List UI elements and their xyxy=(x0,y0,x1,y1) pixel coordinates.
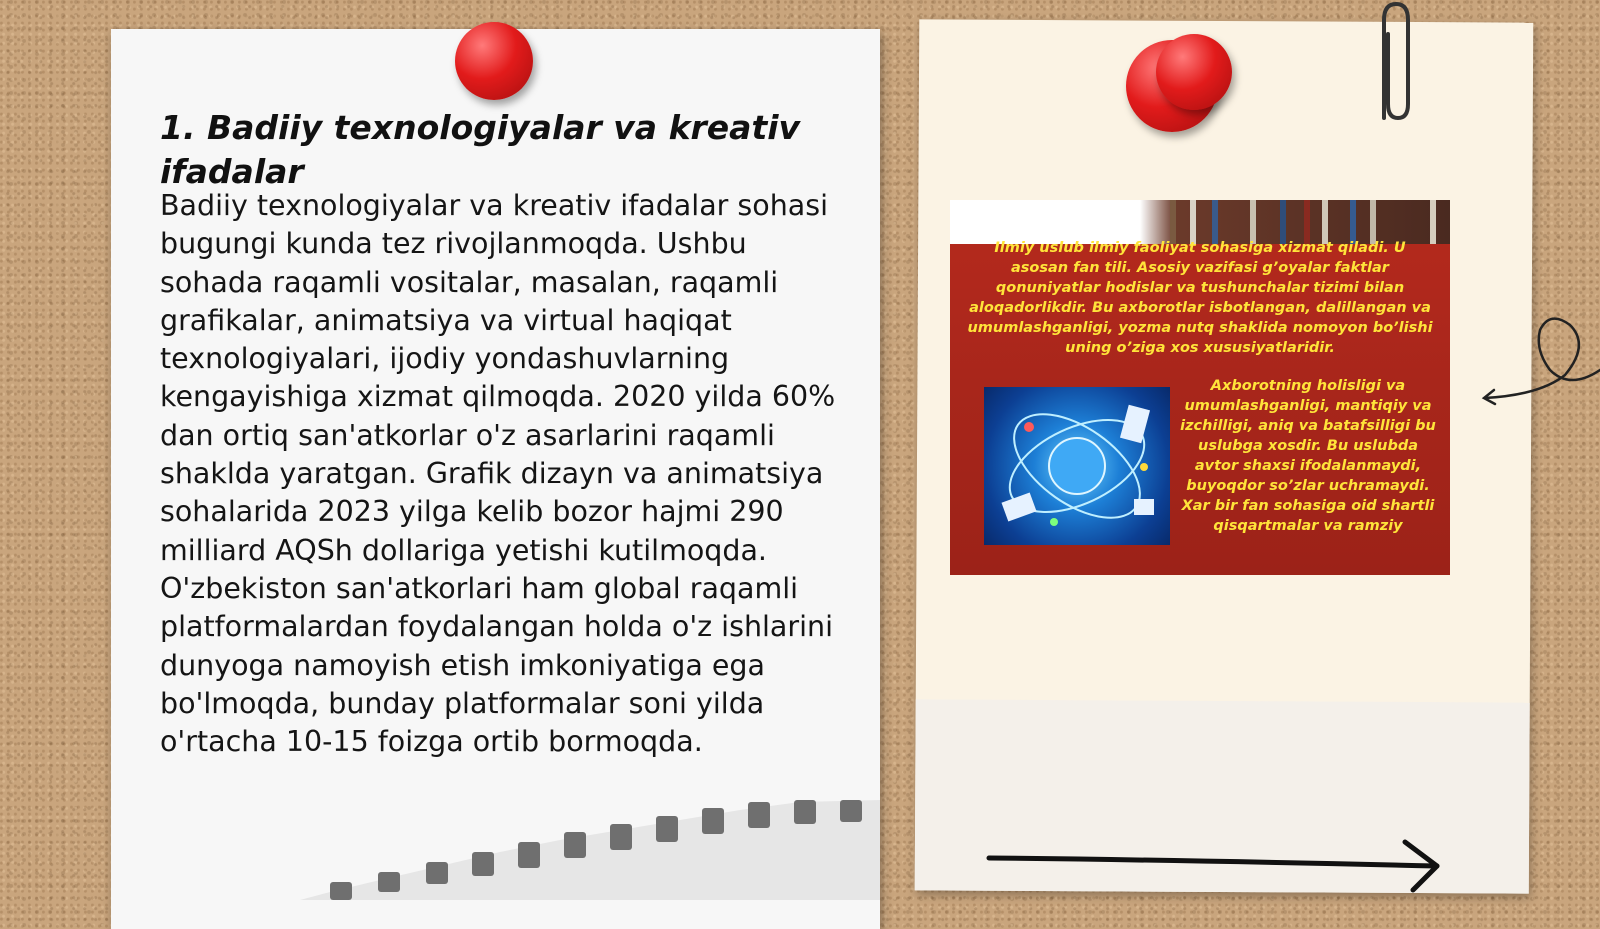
globe-technology-icon xyxy=(984,387,1170,545)
red-pushpin-icon xyxy=(1156,34,1232,110)
card-text-side: Axborotning holisligi va umumlashganligi, mantiqiy va izchilligi, aniq va batafsilligi bu uslubga xosdir. Bu uslubda avtor shaxsi ifodalanmaydi, buyoqdor so’zlar uchramaydi. Xar bir fan sohasiga oid shartli qisqartmalar va ramziy xyxy=(1180,378,1436,534)
long-right-arrow-icon xyxy=(985,838,1450,898)
slide-title: 1. Badiiy texnologiyalar va kreativ ifadalar xyxy=(160,108,801,191)
torn-edge-decoration xyxy=(300,800,880,900)
red-pushpin-icon xyxy=(455,22,533,100)
hand-drawn-loop-arrow-icon xyxy=(1480,310,1600,410)
science-style-image-card xyxy=(950,200,1450,575)
card-text-top: Ilmiy uslub ilmiy faoliyat sohasiga xizmat qiladi. U asosan fan tili. Asosiy vazifasi g’oyalar faktlar qonuniyatlar hodislar va tushunchalar tizimi bilan aloqadorlikdir. Bu axborotlar isbotlangan, dalillangan va umumlashganligi, yozma nutq shaklida nomoyon bo’lishi uning o’ziga xos xususiyatlaridir. xyxy=(967,240,1433,356)
slide-body-text: Badiiy texnologiyalar va kreativ ifadalar sohasi bugungi kunda tez rivojlanmoqda. Ushbu sohada raqamli vositalar, masalan, raqamli grafikalar, animatsiya va virtual haqiqat texnologiyalari, ijodiy yondashuvlarning kengayishiga xizmat qilmoqda. 2020 yilda 60% dan ortiq san'atkorlar o'z asarlarini raqamli shaklda yaratgan. Grafik dizayn va animatsiya sohalarida 2023 yilga kelib bozor hajmi 290 milliard AQSh dollariga yetishi kutilmoqda. O'zbekiston san'atkorlari ham global raqamli platformalardan foydalangan holda o'z ishlarini dunyoga namoyish etish imkoniyatiga ega bo'lmoqda, bunday platformalar soni yilda o'rtacha 10-15 foizga ortib bormoqda. xyxy=(160,189,836,759)
paperclip-icon xyxy=(1370,0,1420,130)
